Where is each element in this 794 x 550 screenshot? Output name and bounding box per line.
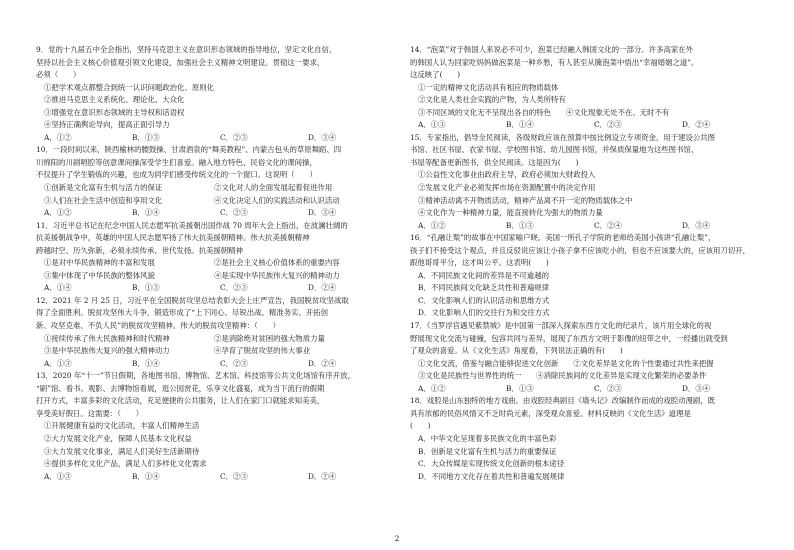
answer-choice: B．①④ (132, 208, 160, 218)
question-stem-line: 了观众的喜爱。从《文化生活》角度看，下列说法正确的有( ) (410, 346, 623, 356)
answer-choice: D．②④ (308, 283, 337, 293)
question-stem (36, 295, 388, 308)
option-item: ②是社会主义核心价值体系的重要内容 (214, 258, 340, 268)
question-text: “泡菜”对于韩国人来说必不可少，泡菜已经融入韩国文化的一部分。许多高家在外 (426, 45, 694, 54)
answer-choices (410, 383, 762, 396)
answer-choice: D．③④ (308, 132, 337, 142)
answer-choice: B．①④ (506, 120, 534, 130)
question-text: 2020 年“十一”节日假期，各地图书馆、博物馆、艺术馆、科技馆等公共文化场馆有序开放， (52, 371, 355, 381)
question-number: 17． (410, 321, 427, 331)
question-stem (410, 132, 762, 145)
answer-choices (410, 220, 762, 233)
answer-choices (36, 207, 388, 220)
question-stem-line: 具有浓郁的民俗风情又不乏时尚元素，深受观众喜爱。材料反映的《文化生活》道理是 (410, 408, 691, 418)
answer-choices (36, 358, 388, 371)
option-item: ①公益性文化事业由政府主导，政府必须加大财政投入 (418, 170, 596, 180)
question-number: 9． (36, 45, 49, 54)
option-item: ④文化决定人们的实践活动和认识活动 (214, 195, 340, 205)
left-column (36, 44, 388, 483)
question-stem (36, 144, 388, 157)
question-text: 《当罗浮宫遇见紫禁城》是中国第一部深入探索东西方文化的纪录片，该片用全球化的视 (426, 321, 712, 331)
question-stem-line: 川绵阳的川剧唱腔等创意课间操深受学生们喜爱。融入地方特色、民俗文化的课间操， (36, 157, 317, 167)
option-row (36, 182, 388, 195)
option-item: ②推进马克思主义系统化、理论化、大众化 (44, 95, 185, 105)
answer-choices (36, 471, 388, 484)
option-item: ③人们在社会生活中创造和享用文化 (44, 195, 163, 205)
answer-choice: C．②③ (220, 358, 248, 368)
question-stem-line: 跟他哥哥平分，这才叫公平。这表明( ) (410, 258, 549, 268)
question-stem (36, 370, 388, 383)
question-number: 16． (410, 233, 427, 243)
option-item: ③精神活动离不开物质活动，精神产品离不开一定的物质载体之中 (418, 195, 633, 205)
answer-choices (36, 132, 388, 145)
answer-choice: D．③④ (682, 383, 711, 393)
option-row (36, 270, 388, 283)
page-number: 2 (394, 534, 400, 543)
answer-choice: A．①② (418, 383, 446, 393)
question-stem (410, 44, 762, 57)
option-item: ③不同区域的文化无不呈现出各自的特色 ④文化现象无处不在、无时不有 (418, 107, 670, 117)
answer-choice: D．②④ (308, 471, 337, 481)
question-block (410, 395, 762, 483)
option-item: ④是实现中华民族伟大复兴的精神动力 (214, 270, 340, 280)
question-number: 11． (36, 220, 53, 230)
answer-choice: C．②③ (220, 471, 248, 481)
question-stem-line: 享受美好假日。这需要：（ ） (36, 408, 144, 418)
option-item: ③增强党在意识形态领域的主导权和话语权 (44, 107, 185, 117)
option-item: ①创新是文化富有生机与活力的保证 (44, 183, 163, 193)
question-stem-line: 不仅提升了学生锻炼的兴趣，也成为同学们感受传统文化的一个窗口。这说明（ ） (36, 170, 317, 180)
option-item: B．创新是文化富有生机与活力的重要保证 (418, 446, 557, 456)
option-item: C．大众传媒是实现传统文化创新的根本途径 (418, 459, 565, 469)
answer-choice: A．①② (44, 132, 72, 142)
option-item: ③大力发展文化事业，满足人们美好生活新期待 (44, 446, 200, 456)
answer-choice: B．①④ (132, 471, 160, 481)
question-block (36, 295, 388, 370)
option-item: ④孕育了脱贫攻坚的伟大事业 (214, 346, 311, 356)
question-block (36, 44, 388, 144)
question-stem-line: 坚持以社会主义核心价值观引领文化建设，加强社会主义精神文明建设。贯彻这一要求， (36, 57, 325, 67)
answer-choice: A．①② (418, 220, 446, 230)
question-stem (36, 44, 388, 57)
question-stem-line: 的韩国人认为回家吃妈妈做泡菜是一种乡愁，有人甚至从腌泡菜中悟出“幸福婚姻之道”。 (410, 57, 699, 67)
option-item: A．不同民族文化间的差异是不可逾越的 (418, 270, 549, 280)
option-item: ③文化是民族性与世界性的统一 ④消除民族间的文化差异是实现文化繁荣的必要条件 (418, 371, 707, 381)
question-number: 10． (36, 145, 53, 155)
question-number: 15． (410, 132, 427, 142)
answer-choice: C．②④ (594, 220, 622, 230)
question-number: 18． (410, 396, 427, 406)
question-stem-line: 书屋等配备更新图书，供全民阅读。这是因为( ) (410, 157, 579, 167)
option-row (36, 345, 388, 358)
option-item: ①接续传承了伟大民族精神和时代精神 (44, 333, 170, 343)
answer-choice: C．②③ (594, 120, 622, 130)
answer-choice: C．②③ (220, 132, 248, 142)
option-item: A．中华文化呈现着多民族文化的丰富色彩 (418, 433, 557, 443)
question-block (36, 144, 388, 219)
question-block (410, 232, 762, 320)
option-item: ①一定的精神文化活动具有相应的物质载体 (418, 82, 559, 92)
answer-choice: B．①④ (132, 358, 160, 368)
question-stem (410, 395, 762, 408)
question-stem (410, 320, 762, 333)
option-item: ①是对中华民族精神的丰富和发展 (44, 258, 155, 268)
answer-choice: C．②③ (594, 383, 622, 393)
question-stem-line: 新、攻坚克难、不负人民”的脱贫攻坚精神。伟大的脱贫攻坚精神：（ ） (36, 321, 280, 331)
answer-choice: A．①③ (44, 471, 72, 481)
option-item: ②文化对人的全面发展起着促进作用 (214, 183, 333, 193)
question-stem-line: 得了全面胜利。脱贫攻坚伟大斗争，锻造形成了“上下同心、尽锐出战、精准务实、开拓创 (36, 308, 329, 318)
question-text: 一段时间以来，陕西榆林的腰鼓操、甘肃酒泉的“舞美教程”、内蒙古包头的草原舞蹈、四 (52, 145, 342, 155)
answer-choice: B．①③ (132, 132, 160, 142)
option-row (36, 333, 388, 346)
option-item: ②大力发展文化产业，保障人民基本文化权益 (44, 433, 192, 443)
question-stem-line: 野展现文化交流与碰撞，包容共同与差异，展现了东西方文明于影像的纽带之中，一经播出就受到 (410, 333, 728, 343)
answer-choice: D．③④ (682, 220, 711, 230)
answer-choice: B．①③ (506, 383, 534, 393)
answer-choice: A．①③ (418, 120, 446, 130)
answer-choices (410, 119, 762, 132)
answer-choice: A．①② (44, 208, 72, 218)
option-item: D．文化影响人们的交往行为和交往方式 (418, 308, 550, 318)
answer-choice: C．②③ (220, 208, 248, 218)
question-stem-line: 必须（ ） (36, 70, 81, 80)
question-stem-line: 孩子们不接受这个观点，并且反驳说应该让小孩子拿不应该吃小的，但也不应该要大的，应该用刀切开， (410, 245, 750, 255)
question-number: 14． (410, 45, 427, 54)
answer-choice: A．①③ (44, 358, 72, 368)
option-item: ①文化交流，借鉴与融合能够促进文化创新 ②文化差异是文化的个性要通过共性来把握 (418, 358, 714, 368)
question-text: 党的十九届五中全会指出，坚持马克思主义在意识形态领域的指导地位，坚定文化自信， (48, 45, 337, 54)
question-text: 习近平总书记在纪念中国人民志愿军抗美援朝出国作战 70 周年大会上指出，在波澜壮阔的 (52, 220, 348, 230)
question-block (36, 220, 388, 295)
answer-choice: B．①③ (132, 283, 160, 293)
question-text: 戏腔是山东独特的地方戏曲。由戏腔经典剧目《墙头记》改编制作而成的戏腔动漫剧，既 (426, 396, 716, 406)
answer-choice: B．①③ (506, 220, 534, 230)
option-item: ②发展文化产业必须发挥市场在资源配置中的决定作用 (418, 183, 596, 193)
question-stem-line: 抗美援朝战争中，英雄的中国人民志愿军扬了伟大抗美援朝精神。伟大抗美援朝精神 (36, 233, 310, 243)
answer-choice: C．②③ (220, 283, 248, 293)
answer-choice: D．②④ (308, 358, 337, 368)
option-row (36, 257, 388, 270)
question-text: 2021 年 2 月 25 日，习近平在全国脱贫攻坚总结表彰大会上庄严宣告，我国脱贫攻坚战取 (52, 295, 349, 305)
question-text: 专家指出，倡导全民阅读，各级财政应该在预算中按比例设立专项资金，用于建设公共图 (426, 132, 716, 142)
question-stem-line: 跨越时空、历久弥新，必须永续传承、世代发扬。抗美援朝精神 (36, 245, 243, 255)
option-item: ③集中体现了中华民族的整体风貌 (44, 270, 155, 280)
option-item: ①开展健康有益的文化活动，丰富人们精神生活 (44, 421, 200, 431)
answer-choice: A．①④ (44, 283, 72, 293)
question-stem-line: “刷”馆、看书、观影、去博物馆看展，逛公园赏花，乐享文化盛宴，成为当下流行的假期 (36, 383, 325, 393)
option-item: ④文化作为一种精神力量，能直接转化为强大的物质力量 (418, 208, 603, 218)
option-item: ④提供多样化文化产品，满足人们多样化文化需求 (44, 459, 207, 469)
option-item: ④坚持正确舆论导向，提高正面引导力 (44, 120, 170, 130)
option-item: ①把学术观点都整合到统一认识问题政治化、原则化 (44, 82, 214, 92)
question-stem-line: 书馆、社区书屋、农家书屋、学校图书馆、幼儿园图书馆，并保质保量地为这些图书馆、 (410, 145, 699, 155)
option-item: B．不同民族间文化缺乏共性和普遍规律 (418, 283, 550, 293)
question-stem-line: 打开方式，丰富多彩的文化活动，充足便捷的公共服务，让人们在家门口就能求知美美， (36, 396, 325, 406)
option-item: C．文化影响人们的认识活动和思维方式 (418, 295, 550, 305)
question-stem-line: 这反映了( ) (410, 70, 461, 80)
answer-choices (36, 282, 388, 295)
option-item: ③是中华民族伟大复兴的强大精神动力 (44, 346, 170, 356)
question-block (36, 370, 388, 483)
question-stem-line: ( ) (410, 421, 431, 431)
question-stem (410, 232, 762, 245)
option-item: ②文化是人类社会实践的产物，为人类所特有 (418, 95, 566, 105)
question-stem (36, 220, 388, 233)
answer-choice: D．②④ (682, 120, 711, 130)
answer-choice: D．③④ (308, 208, 337, 218)
option-row (36, 195, 388, 208)
question-number: 12． (36, 295, 53, 305)
right-column (410, 44, 762, 483)
option-item: D．不同地方文化存在着共性和普遍发展规律 (418, 471, 565, 481)
question-block (410, 132, 762, 232)
question-block (410, 320, 762, 395)
option-item: ②是消除绝对贫困的强大物质力量 (214, 333, 325, 343)
question-text: “孔融让梨”的故事在中国家喻户晓。美国一所孔子学院的老师给美国小孩讲“孔融让梨”， (426, 233, 716, 243)
question-number: 13． (36, 371, 53, 381)
question-block (410, 44, 762, 132)
